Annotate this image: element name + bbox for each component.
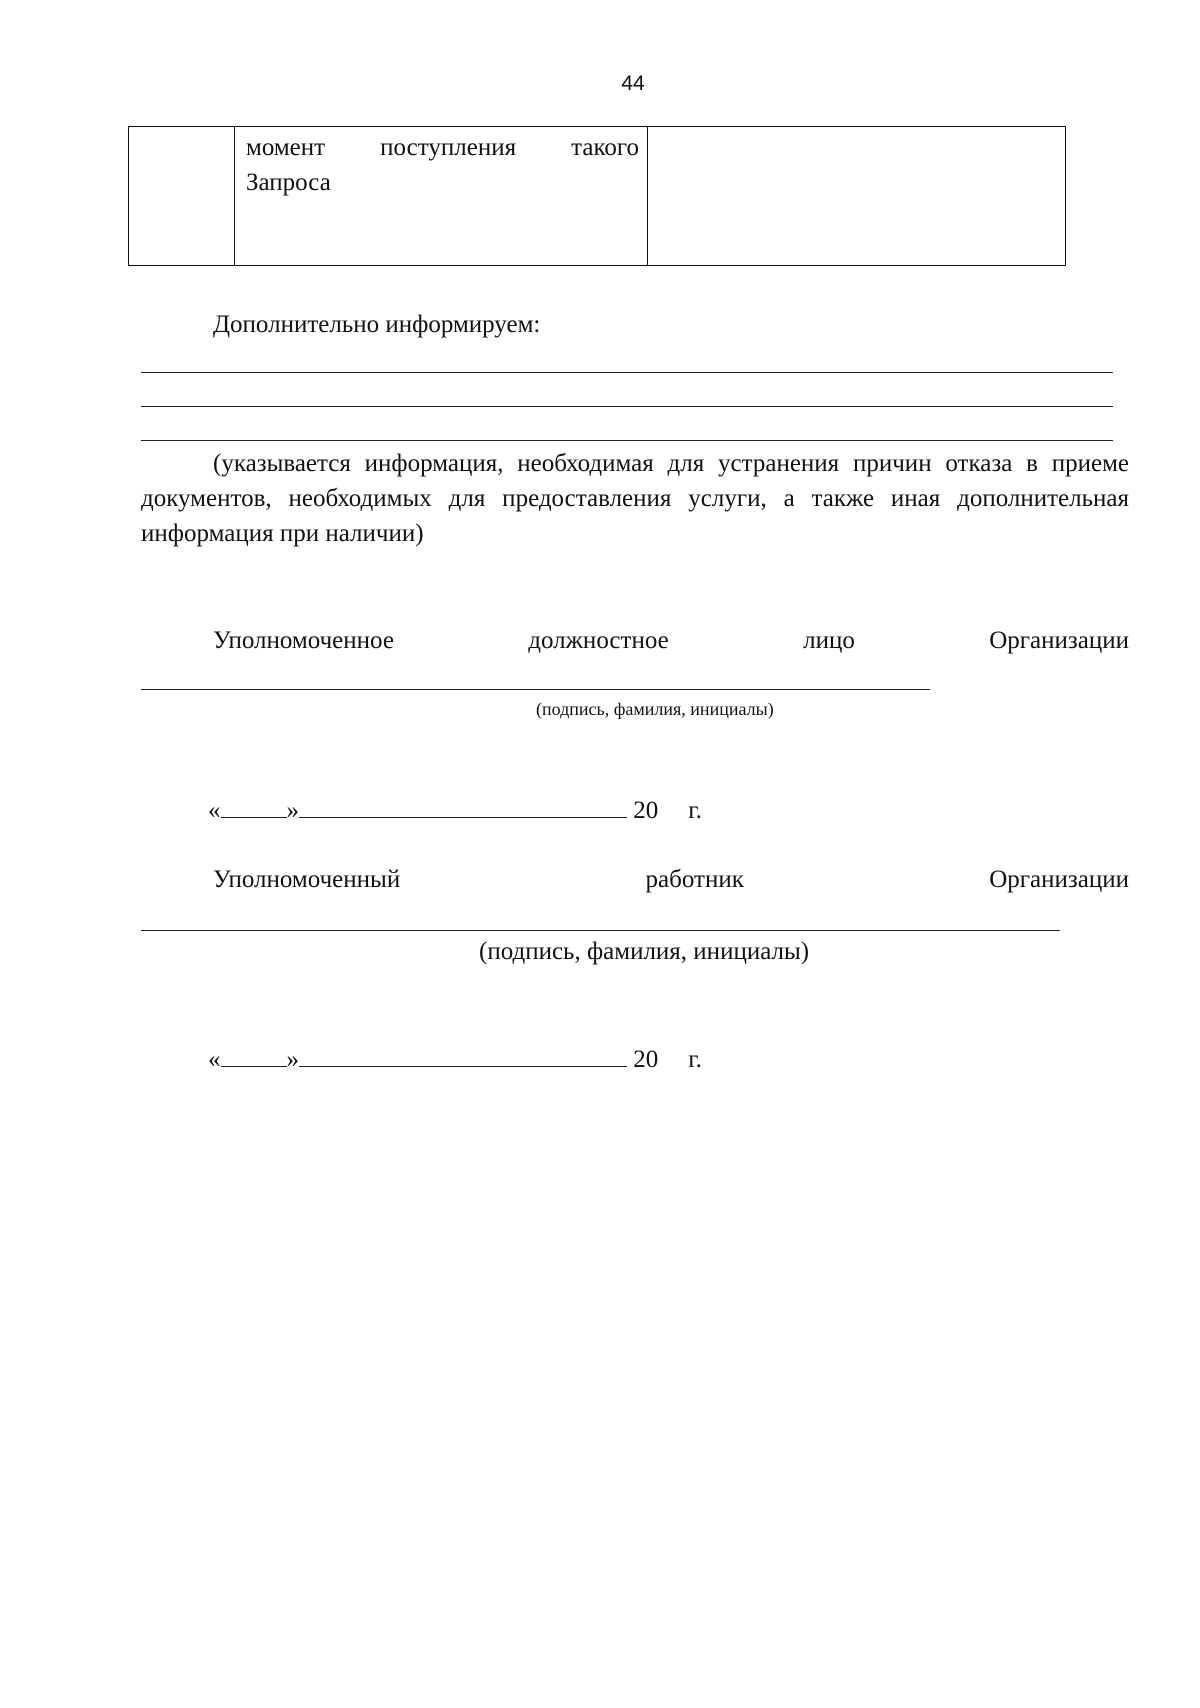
additional-info-heading: Дополнительно информируем: (213, 311, 541, 338)
official-signature-line[interactable] (141, 689, 930, 690)
fill-line-2[interactable] (141, 406, 1113, 407)
fill-line-3[interactable] (141, 440, 1113, 441)
cell-text-line-1: момент поступления такого (246, 134, 640, 161)
fill-line-1[interactable] (141, 372, 1113, 373)
table-cell-number (129, 127, 235, 266)
table-row (129, 127, 1066, 266)
official-signature-label: Уполномоченное должностное лицо Организации (213, 627, 1129, 654)
request-table (128, 126, 1066, 266)
cell-text-line-2: Запроса (246, 169, 331, 196)
worker-date-day-blank[interactable] (221, 1042, 287, 1067)
worker-signature-label: Уполномоченный работник Организации (213, 866, 1129, 893)
official-date-day-blank[interactable] (221, 793, 287, 818)
worker-signature-line[interactable] (141, 930, 1060, 931)
page-number: 44 (621, 72, 645, 95)
table-cell-value (648, 127, 1066, 266)
official-signature-caption: (подпись, фамилия, инициалы) (536, 699, 774, 719)
table-cell-description (235, 127, 648, 266)
worker-signature-caption: (подпись, фамилия, инициалы) (479, 938, 810, 965)
official-date-line: « » 20 г. (208, 793, 702, 826)
worker-date-line: « » 20 г. (208, 1042, 702, 1075)
additional-info-note: (указывается информация, необходимая для устранения причин отказа в приеме документов, необходимых для предоставления услуги, а также иная дополнительная информация при наличии) (141, 450, 1129, 547)
worker-date-month-blank[interactable] (299, 1042, 627, 1067)
official-date-month-blank[interactable] (299, 793, 627, 818)
